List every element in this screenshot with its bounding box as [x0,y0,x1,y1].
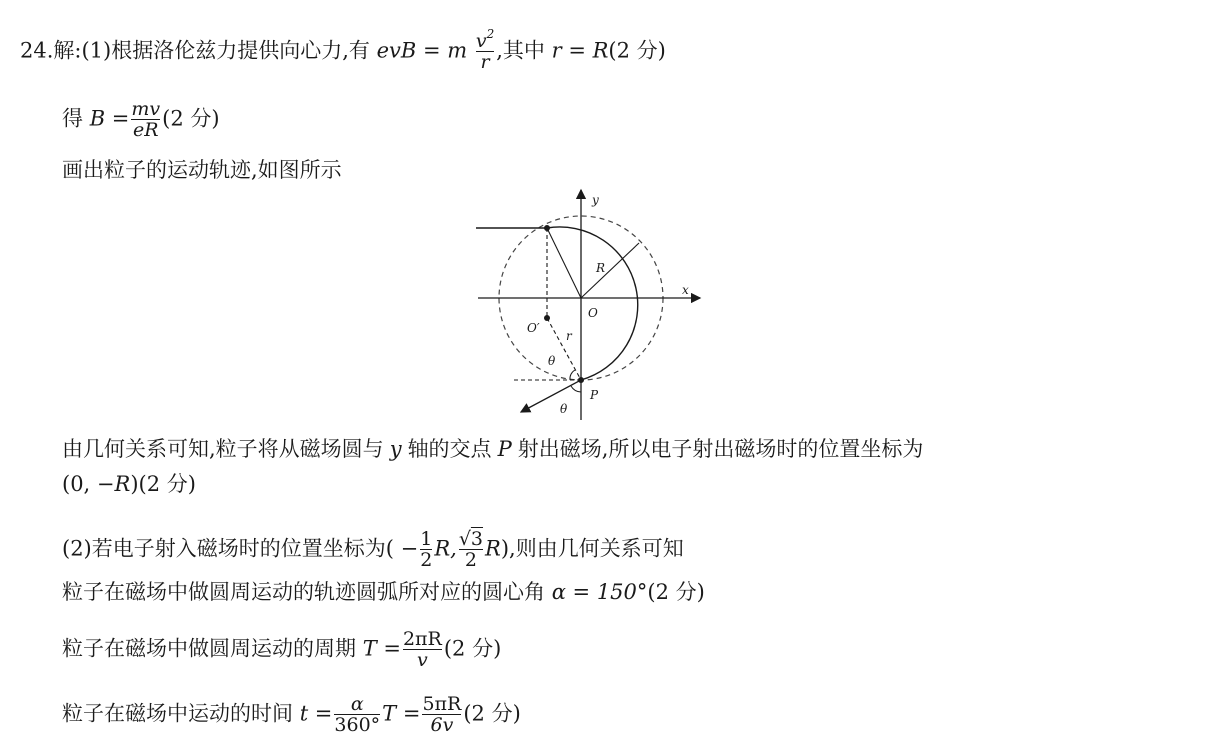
line6-fraction-1 [420,530,432,570]
entry-point [544,225,550,231]
line8-fden: v [403,649,442,670]
line8-eq-left: T = [362,636,401,661]
line2-text: 得 [62,106,83,131]
line9-f2den: 6v [422,714,461,735]
line-7 [62,582,705,603]
label-O: O [588,306,598,320]
line5-text: (0, − [62,472,115,496]
line3-text: 画出粒子的运动轨迹,如图所示 [62,158,342,182]
line9-eq-left: t = [299,701,333,726]
line-9 [62,695,521,735]
dashed-r [547,318,581,380]
line8-fnum: 2πR [402,628,442,650]
line6-R2: R [485,536,501,561]
line1-score: (2 分) [608,38,666,63]
line1-fnum: v [475,30,487,52]
line4-text-a: 由几何关系可知,粒子将从磁场圆与 [62,437,384,461]
line6-text-b: ),则由几何关系可知 [500,536,684,561]
line5-R: R [114,472,131,496]
line-1 [20,27,666,73]
line1-exp: 2 [486,27,495,41]
line-3 [62,160,342,181]
line-4 [62,439,923,460]
line6-f1num: 1 [420,528,433,550]
line8-fraction [403,630,442,670]
line6-f1den: 2 [420,549,433,571]
label-theta-2: θ [560,402,568,416]
label-theta-1: θ [548,354,556,368]
line8-score: (2 分) [443,636,502,661]
label-O-prime: O′ [527,321,540,335]
line1-fraction [475,27,495,73]
entry-radius [547,228,581,298]
line5-tail: )(2 分) [130,472,196,496]
line6-f2den: 2 [459,549,483,570]
line2-eq-left: B = [89,106,130,131]
line6-R1: R, [434,536,457,561]
line4-P: P [497,437,512,461]
line9-score: (2 分) [463,701,521,726]
line1-text: 解:(1)根据洛伦兹力提供向心力,有 [53,38,370,63]
line7-score: (2 分) [647,580,705,604]
line6-fraction-2 [459,530,483,570]
line9-fraction-1 [334,695,380,735]
line9-f1den: 360° [334,714,381,736]
line9-text: 粒子在磁场中运动的时间 [62,701,293,726]
line-8 [62,630,501,670]
line9-fraction-2 [422,695,461,735]
label-y: y [592,193,599,207]
center-point [544,315,550,321]
line1-eq-left: evB = m [376,38,468,63]
label-r: r [566,329,572,343]
line-5 [62,474,196,495]
exit-point [578,377,584,383]
line2-score: (2 分) [162,106,220,131]
line-6 [62,530,684,570]
line2-fnum: mv [131,98,161,120]
line1-mid: ,其中 [496,38,545,63]
label-P: P [590,388,599,402]
line-2 [62,100,220,140]
line9-f2num: 5πR [422,693,462,715]
line6-f2num: 3 [470,528,484,550]
line6-sqrt-sym: √ [458,528,471,550]
line7-eq: α = 150° [551,580,648,604]
line1-eq2: r = R [551,38,609,63]
label-x: x [682,283,689,297]
question-number: 24. [20,38,54,63]
line4-text-c: 射出磁场,所以电子射出磁场时的位置坐标为 [517,437,924,461]
exit-path [521,380,581,412]
line1-fden: r [476,51,494,72]
trajectory-diagram [470,186,710,426]
line6-text-a: (2)若电子射入磁场时的位置坐标为( − [62,536,419,561]
line2-fraction [131,100,160,140]
line7-text: 粒子在磁场中做圆周运动的轨迹圆弧所对应的圆心角 [62,580,545,604]
angle-arc-2 [571,386,581,392]
line9-mid: T = [382,701,421,726]
label-R: R [596,261,606,275]
line9-f1num: α [350,693,364,715]
line4-text-b: 轴的交点 [407,437,492,461]
line8-text: 粒子在磁场中做圆周运动的周期 [62,636,356,661]
arc-trajectory [547,227,638,380]
angle-arc-1 [570,370,575,380]
line2-fden: eR [132,119,159,141]
line4-y: y [389,437,402,461]
